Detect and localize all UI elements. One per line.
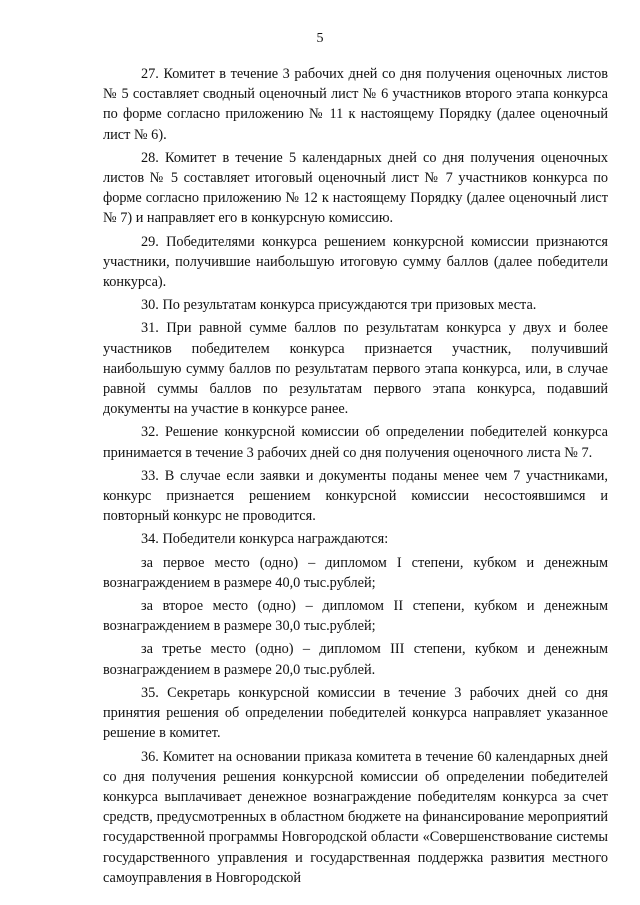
award-second-place: за второе место (одно) – дипломом II степени, кубком и денежным вознаграждением в размере 30,0 тыс.рублей; [103,598,608,635]
paragraph-30: 30. По результатам конкурса присуждаются три призовых места. [141,297,537,314]
award-third-place: за третье место (одно) – дипломом III степени, кубком и денежным вознаграждением в размере 20,0 тыс.рублей. [103,641,608,678]
paragraph-31: 31. При равной сумме баллов по результатам конкурса у двух и более участников победителем конкурса признается участник, получивший наибольшую сумму баллов по результатам первого этапа конкурса, или, в случае равной суммы баллов по результатам первого этапа конкурса, подавший документы на участие в конкурсе ранее. [103,320,608,418]
paragraph-27: 27. Комитет в течение 3 рабочих дней со дня получения оценочных листов № 5 составляет сводный оценочный лист № 6 участников второго этапа конкурса по форме согласно приложению № 11 к настоящему Порядку (далее оценочный лист № 6). [103,66,608,143]
paragraph-36: 36. Комитет на основании приказа комитета в течение 60 календарных дней со дня получения решения конкурсной комиссии об определении победителей конкурса выплачивает денежное вознаграждение победителям конкурса за счет средств, предусмотренных в областном бюджете на финансирование мероприятий государственной программы Новгородской области «Совершенствование системы государственного управления и государственная поддержка развития местного самоуправления в Новгородской [103,748,608,886]
page-number: 5 [316,31,324,46]
paragraph-35: 35. Секретарь конкурсной комиссии в течение 3 рабочих дней со дня принятия решения об определении победителей конкурса направляет указанное решение в комитет. [103,684,608,742]
paragraph-34: 34. Победители конкурса награждаются: [141,531,389,548]
document-body [103,64,608,888]
award-first-place: за первое место (одно) – дипломом I степени, кубком и денежным вознаграждением в размере 40,0 тыс.рублей; [103,554,608,591]
paragraph-28: 28. Комитет в течение 5 календарных дней со дня получения оценочных листов № 5 составляет итоговый оценочный лист № 7 участников конкурса по форме согласно приложению № 12 к настоящему Порядку (далее оценочный лист № 7) и направляет его в конкурсную комиссию. [103,149,608,227]
paragraph-29: 29. Победителями конкурса решением конкурсной комиссии признаются участники, получившие наибольшую итоговую сумму баллов (далее победители конкурса). [103,233,608,291]
paragraph-33: 33. В случае если заявки и документы поданы менее чем 7 участниками, конкурс признается решением конкурсной комиссии несостоявшимся и повторный конкурс не проводится. [103,467,608,525]
paragraph-32: 32. Решение конкурсной комиссии об определении победителей конкурса принимается в течение 3 рабочих дней со дня получения оценочного листа № 7. [103,424,608,461]
